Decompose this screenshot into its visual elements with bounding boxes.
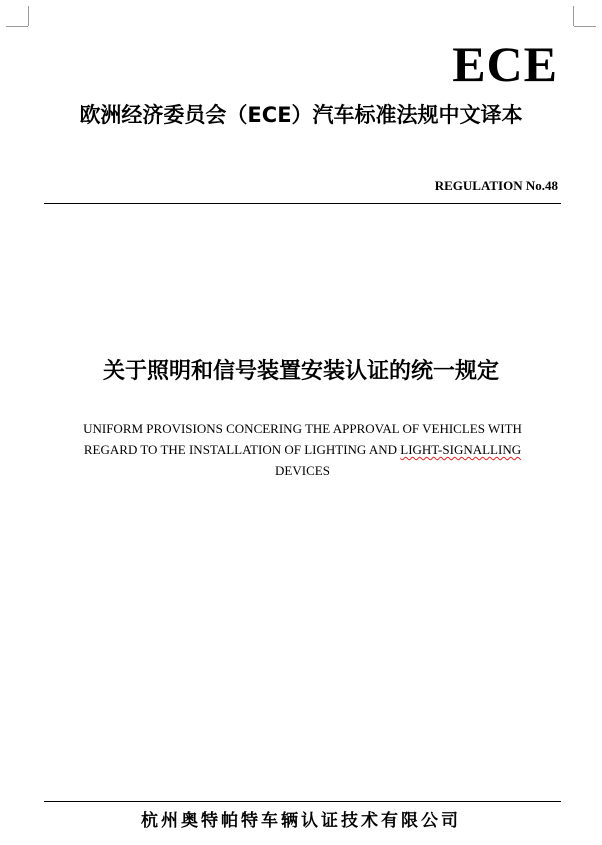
spellcheck-flagged-word: LIGHT-SIGNALLING (400, 442, 522, 457)
english-subject-line-2 (44, 439, 561, 460)
footer-divider (44, 801, 561, 802)
crop-mark-top-right-vertical (573, 6, 574, 26)
english-subject-line-3: DEVICES (275, 463, 330, 478)
regulation-number: REGULATION No.48 (434, 178, 558, 193)
document-series-title: 欧洲经济委员会（ECE）汽车标准法规中文译本 (79, 103, 523, 127)
header-divider (44, 203, 561, 204)
english-subject-title (44, 418, 561, 481)
company-name: 杭州奥特帕特车辆认证技术有限公司 (141, 811, 461, 831)
crop-mark-top-left-vertical (28, 6, 29, 26)
ece-logo-text: ECE (452, 36, 558, 92)
crop-mark-top-left-horizontal (6, 26, 28, 27)
chinese-subject-title: 关于照明和信号装置安装认证的统一规定 (102, 359, 499, 384)
crop-mark-top-right-horizontal (574, 26, 596, 27)
english-subject-line-1: UNIFORM PROVISIONS CONCERING THE APPROVAL OF VEHICLES WITH (83, 421, 522, 436)
english-subject-line-2-text: REGARD TO THE INSTALLATION OF LIGHTING AND (83, 442, 401, 457)
